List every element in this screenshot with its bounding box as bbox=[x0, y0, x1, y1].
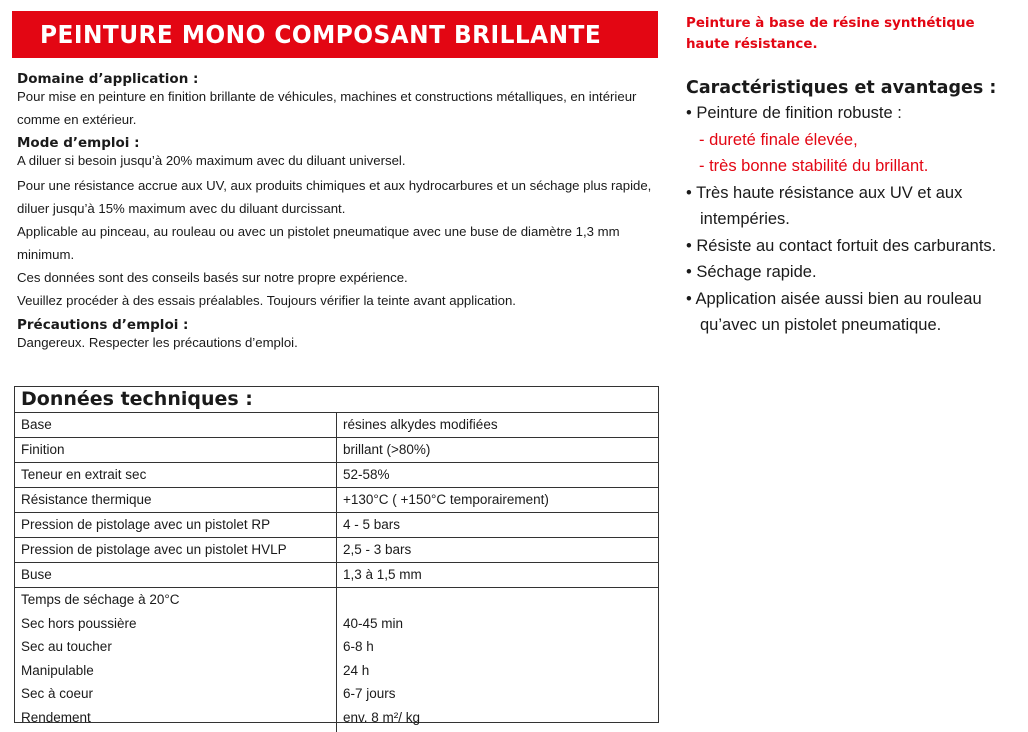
row-label: Buse bbox=[15, 563, 337, 587]
feature-bullet: • Application aisée aussi bien au rouleau bbox=[686, 289, 982, 308]
drying-label: Sec hors poussière bbox=[21, 615, 137, 631]
mode-line: minimum. bbox=[17, 247, 75, 262]
mode-line: Pour une résistance accrue aux UV, aux produits chimiques et aux hydrocarbures et un séchage plus rapide, bbox=[17, 178, 652, 193]
feature-sub-item: - dureté finale élevée, bbox=[699, 130, 858, 149]
mode-line: Veuillez procéder à des essais préalables. Toujours vérifier la teinte avant application. bbox=[17, 293, 516, 308]
row-label: Pression de pistolage avec un pistolet RP bbox=[15, 513, 337, 537]
feature-bullet-continuation: qu’avec un pistolet pneumatique. bbox=[700, 316, 942, 334]
table-row bbox=[15, 513, 658, 538]
mode-line: diluer jusqu’à 15% maximum avec du diluant durcissant. bbox=[17, 201, 346, 216]
row-value: brillant (>80%) bbox=[343, 442, 431, 457]
tagline: haute résistance. bbox=[686, 37, 818, 52]
technical-data-heading: Données techniques : bbox=[15, 387, 658, 413]
domaine-line: comme en extérieur. bbox=[17, 112, 137, 127]
drying-value: 6-8 h bbox=[343, 639, 374, 655]
row-value: 2,5 - 3 bars bbox=[343, 542, 412, 557]
precautions-text: Dangereux. Respecter les précautions d’emploi. bbox=[17, 335, 298, 350]
drying-value: 6-7 jours bbox=[343, 686, 396, 702]
drying-label: Sec au toucher bbox=[21, 639, 112, 655]
row-label: Base bbox=[15, 413, 337, 437]
drying-label: Rendement bbox=[21, 709, 91, 725]
left-column bbox=[17, 70, 665, 352]
mode-line: A diluer si besoin jusqu’à 20% maximum avec du diluant universel. bbox=[17, 153, 406, 168]
drying-value: env. 8 m²/ kg bbox=[343, 709, 421, 725]
row-value: 1,3 à 1,5 mm bbox=[343, 567, 422, 582]
table-row bbox=[15, 463, 658, 488]
table-row bbox=[15, 438, 658, 463]
title-banner bbox=[12, 11, 658, 58]
feature-sub-item: - très bonne stabilité du brillant. bbox=[699, 157, 929, 175]
drying-label: Sec à coeur bbox=[21, 686, 94, 702]
tagline: Peinture à base de résine synthétique bbox=[686, 16, 975, 31]
feature-bullet: • Résiste au contact fortuit des carburants. bbox=[686, 236, 997, 255]
row-value: résines alkydes modifiées bbox=[343, 417, 498, 432]
table-row bbox=[15, 538, 658, 563]
feature-bullet: • Peinture de finition robuste : bbox=[686, 104, 902, 122]
mode-line: Ces données sont des conseils basés sur notre propre expérience. bbox=[17, 270, 408, 285]
drying-value bbox=[343, 588, 658, 612]
table-row bbox=[15, 563, 658, 588]
drying-value: 24 h bbox=[343, 662, 370, 678]
technical-data-table bbox=[14, 386, 659, 723]
row-label: Finition bbox=[15, 438, 337, 462]
drying-values bbox=[337, 588, 658, 732]
row-value: 4 - 5 bars bbox=[343, 517, 401, 532]
drying-group-row bbox=[15, 588, 658, 732]
drying-value: 40-45 min bbox=[343, 615, 404, 631]
drying-label: Manipulable bbox=[21, 662, 94, 678]
row-label: Résistance thermique bbox=[15, 488, 337, 512]
row-label: Pression de pistolage avec un pistolet HVLP bbox=[15, 538, 337, 562]
drying-labels bbox=[15, 588, 337, 732]
table-row bbox=[15, 488, 658, 513]
mode-line: Applicable au pinceau, au rouleau ou avec un pistolet pneumatique avec une buse de diamètre 1,3 mm bbox=[17, 224, 620, 239]
feature-bullet: • Très haute résistance aux UV et aux bbox=[686, 183, 963, 202]
mode-heading: Mode d’emploi : bbox=[17, 135, 140, 151]
precautions-heading: Précautions d’emploi : bbox=[17, 317, 189, 333]
features-heading: Caractéristiques et avantages : bbox=[686, 78, 997, 98]
drying-label: Temps de séchage à 20°C bbox=[21, 592, 180, 607]
page-title: PEINTURE MONO COMPOSANT BRILLANTE bbox=[40, 20, 602, 49]
table-row bbox=[15, 413, 658, 438]
domaine-heading: Domaine d’application : bbox=[17, 71, 199, 87]
row-value: +130°C ( +150°C temporairement) bbox=[343, 492, 549, 507]
row-label: Teneur en extrait sec bbox=[15, 463, 337, 487]
row-value: 52-58% bbox=[343, 467, 390, 482]
right-column bbox=[686, 13, 1016, 339]
feature-bullet: • Séchage rapide. bbox=[686, 263, 817, 281]
feature-bullet-continuation: intempéries. bbox=[700, 210, 790, 228]
domaine-line: Pour mise en peinture en finition brillante de véhicules, machines et constructions métalliques, en intérieur bbox=[17, 89, 637, 104]
